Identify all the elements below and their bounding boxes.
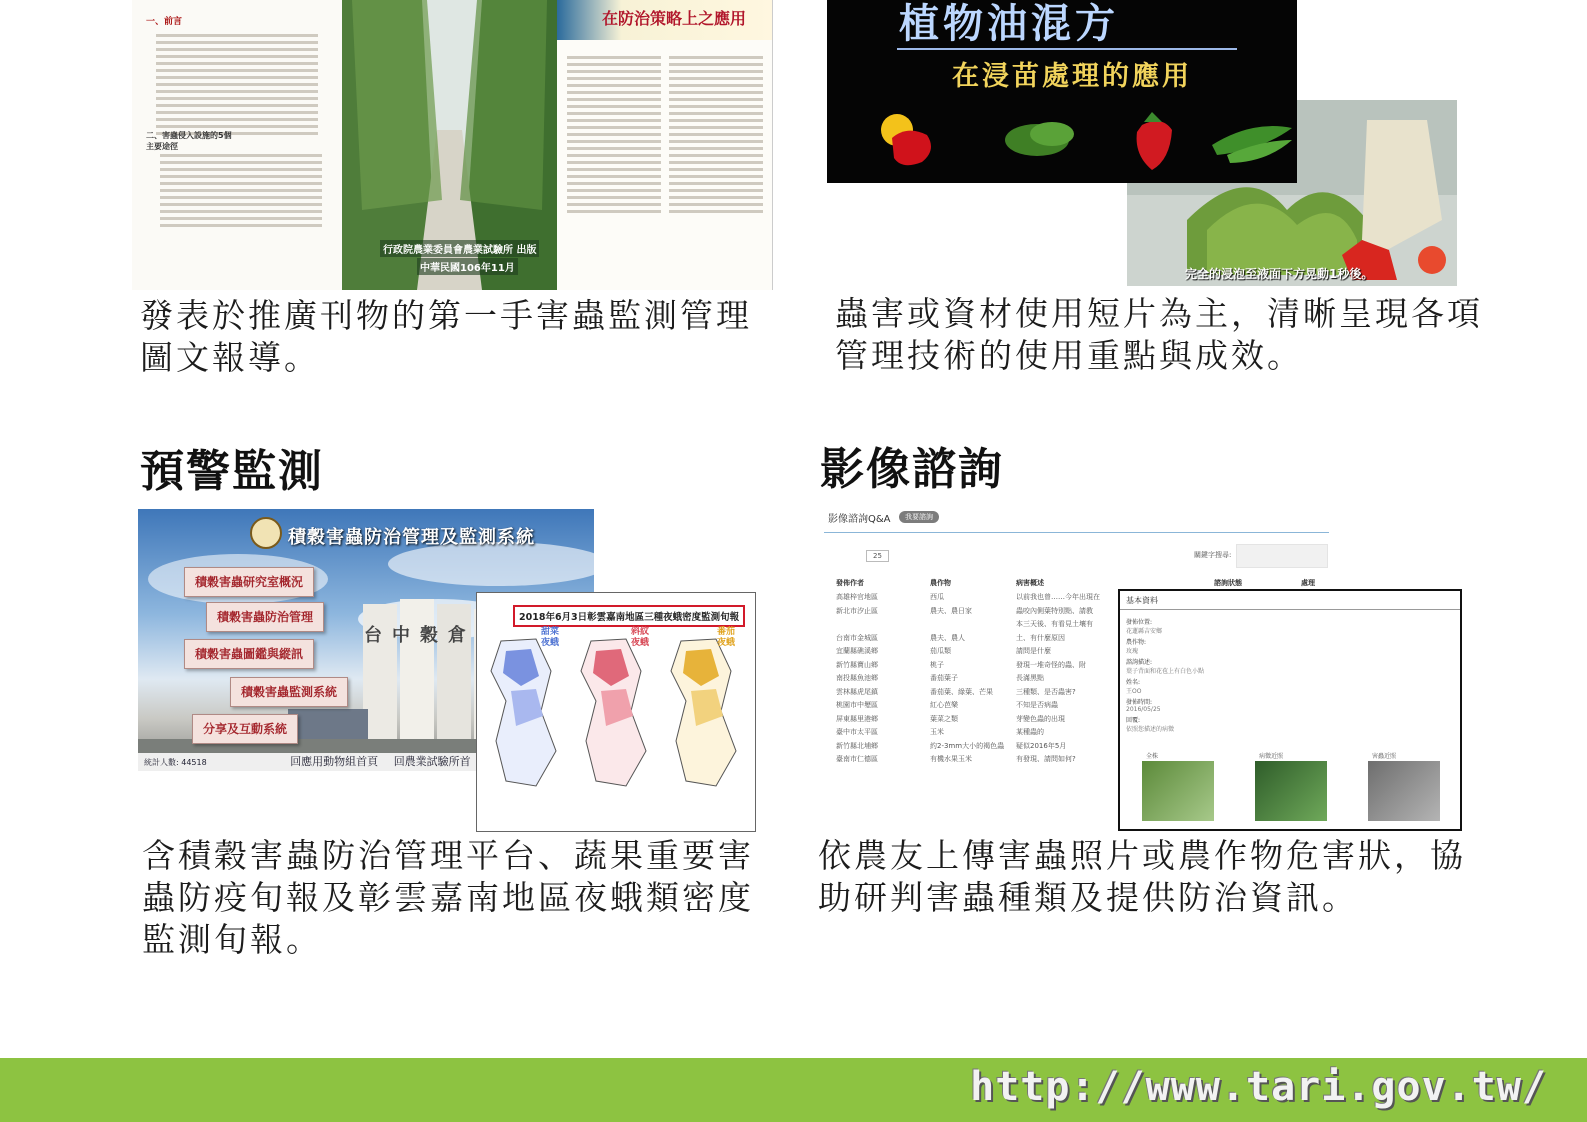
photo-credit-2: 中華民國106年11月	[417, 258, 518, 275]
qa-detail-popup[interactable]	[1118, 589, 1462, 831]
qa-cell-crop: 農夫、農日家	[930, 606, 972, 615]
qa-cell-summary: 本三天後、有看見土壤有	[1016, 620, 1093, 628]
qa-popup-field-label: 農作物:	[1126, 639, 1147, 646]
menu-lab-overview[interactable]: 積穀害蟲研究室概況	[184, 567, 314, 597]
qa-cell-summary: 有發現、請問如何?	[1016, 755, 1076, 763]
qa-cell-crop: 西瓜	[930, 593, 944, 601]
qa-cell-crop: 農夫、農人	[930, 633, 965, 642]
map-label-tomato: 番茄夜蛾	[717, 627, 736, 648]
qa-search-label: 關鍵字搜尋:	[1194, 551, 1232, 559]
qa-popup-title: 基本資料	[1126, 596, 1158, 605]
menu-sharing[interactable]: 分享及互動系統	[192, 714, 298, 744]
video-subtitle-caption: 完全的浸泡至液面下方晃動1秒後。	[1185, 267, 1374, 281]
qa-popup-field-value: 依照您描述的病徵	[1126, 726, 1175, 733]
video-subtitle: 在浸苗處理的應用	[952, 61, 1192, 92]
qa-popup-field-value: 葉子背面和花苞上有白色小點	[1126, 668, 1205, 675]
qa-photo-label-1: 全株	[1146, 753, 1159, 760]
qa-popup-fields	[1126, 615, 1451, 733]
magazine-text-page	[132, 0, 342, 290]
magazine-text-block-2	[146, 150, 336, 231]
qa-page-size[interactable]: 25	[866, 550, 889, 562]
map-label-cutworm: 斜紋夜蛾	[631, 627, 650, 648]
magazine-section-2: 二、害蟲侵入設施的5個主要途徑	[146, 131, 232, 151]
qa-search-input[interactable]	[1236, 544, 1328, 568]
qa-cell-summary: 不知是否病蟲	[1016, 701, 1058, 709]
qa-cell-author: 雲林縣虎尾鎮	[836, 687, 878, 696]
moth-density-report[interactable]	[476, 592, 756, 832]
link-animal-dept[interactable]: 回應用動物組首頁	[290, 755, 379, 768]
qa-ask-button[interactable]: 我要諮詢	[899, 511, 939, 523]
qa-cell-author: 臺中市太平區	[836, 728, 878, 736]
caption-monitor: 含積穀害蟲防治管理平台、蔬果重要害蟲防疫旬報及彰雲嘉南地區夜蛾類密度監測旬報。	[142, 836, 754, 959]
qa-cell-author: 台南市金城區	[836, 633, 878, 642]
qa-popup-field-label: 發佈時間:	[1126, 699, 1153, 706]
qa-cell-summary: 長滿黑點	[1016, 674, 1044, 682]
qa-col-author: 發佈作者	[836, 579, 864, 587]
footer-url[interactable]: http://www.tari.gov.tw/	[970, 1064, 1547, 1110]
qa-cell-summary: 疑似2016年5月	[1016, 741, 1067, 750]
qa-cell-summary: 請問是什麼	[1016, 647, 1051, 655]
video-title-card[interactable]	[827, 0, 1297, 183]
qa-cell-author: 新竹縣北埔鄉	[836, 741, 878, 750]
qa-divider	[824, 532, 1329, 533]
qa-cell-author: 高雄梓官地區	[836, 593, 878, 601]
qa-cell-author: 桃園市中壢區	[836, 701, 878, 709]
menu-monitoring-system[interactable]: 積穀害蟲監測系統	[230, 677, 348, 707]
qa-cell-summary: 芽變色蟲的出現	[1016, 714, 1065, 723]
qa-cell-crop: 葉菜之類	[930, 714, 958, 723]
link-tari-home[interactable]: 回農業試驗所首	[393, 755, 471, 768]
qa-cell-crop: 茄瓜類	[930, 647, 951, 655]
footer-bar	[0, 1058, 1587, 1122]
qa-cell-crop: 桃子	[930, 660, 944, 669]
photo-credit-1: 行政院農業委員會農業試驗所 出版	[380, 240, 539, 257]
qa-cell-author: 宜蘭縣礁溪鄉	[836, 647, 878, 655]
qa-cell-summary: 蟲咬內側葉特別點、請教	[1016, 606, 1093, 615]
qa-cell-author: 屏東縣里港鄉	[836, 714, 878, 723]
qa-photo-plant[interactable]	[1142, 761, 1214, 821]
qa-col-action: 處理	[1301, 579, 1315, 587]
qa-cell-author: 臺南市仁德區	[836, 755, 878, 763]
caption-qa: 依農友上傳害蟲照片或農作物危害狀，協助研判害蟲種類及提供防治資訊。	[818, 836, 1466, 917]
qa-popup-field-value: 玫瑰	[1126, 648, 1139, 655]
monitor-system-title: 積穀害蟲防治管理及監測系統	[288, 527, 535, 548]
caption-video: 蟲害或資材使用短片為主，清晰呈現各項管理技術的使用重點與成效。	[835, 294, 1483, 375]
qa-cell-crop: 番茄葉子	[930, 674, 958, 682]
qa-cell-summary: 三種類、是否蟲害?	[1016, 687, 1076, 696]
tari-logo-icon	[250, 517, 282, 549]
map-report-title: 2018年6月3日彰雲嘉南地區三種夜蛾密度監測旬報	[513, 605, 745, 627]
qa-cell-summary: 某種蟲的	[1016, 728, 1044, 736]
qa-popup-field-value: 王OO	[1126, 688, 1142, 695]
qa-cell-author: 新竹縣寶山鄉	[836, 660, 878, 669]
qa-cell-summary: 土、有什麼原因	[1016, 633, 1065, 642]
qa-photo-pest[interactable]	[1368, 761, 1440, 821]
density-maps	[481, 631, 751, 791]
qa-title: 影像諮詢Q&A	[828, 514, 891, 525]
qa-cell-summary: 以前我也曾……今年出現在	[1016, 593, 1100, 601]
qa-cell-author: 南投縣魚池鄉	[836, 674, 878, 682]
qa-photo-label-2: 病徵近照	[1259, 753, 1284, 760]
magazine-spread	[132, 0, 773, 290]
qa-popup-field-label: 發佈位置:	[1126, 619, 1153, 626]
qa-col-status: 諮詢狀態	[1214, 579, 1242, 587]
visitor-count: 統計人數: 44518	[144, 758, 207, 767]
qa-popup-field-label: 諮詢描述:	[1126, 659, 1153, 666]
qa-popup-field-value: 2016/05/25	[1126, 706, 1161, 713]
magazine-right-page	[557, 0, 772, 290]
qa-cell-crop: 紅心芭樂	[930, 701, 958, 709]
qa-cell-crop: 約2-3mm大小的褐色蟲	[930, 741, 1005, 750]
heading-monitor: 預警監測	[140, 446, 324, 497]
qa-popup-field-value: 花蓮縣吉安鄉	[1126, 628, 1163, 635]
qa-popup-field-label: 回覆:	[1126, 717, 1141, 724]
qa-cell-crop: 有機水果玉米	[930, 755, 972, 763]
qa-popup-field-label: 姓名:	[1126, 679, 1141, 686]
greenhouse-photo	[342, 0, 557, 290]
magazine-section-1: 一、前言	[146, 17, 183, 27]
qa-photo-label-3: 害蟲近照	[1372, 753, 1397, 760]
qa-cell-summary: 發現一堆奇怪的蟲、附	[1016, 660, 1086, 669]
magazine-col-left	[565, 52, 663, 217]
heading-qa: 影像諮詢	[820, 444, 1004, 495]
qa-col-crop: 農作物	[930, 579, 951, 587]
qa-photo-symptom[interactable]	[1255, 761, 1327, 821]
video-title: 植物油混方	[899, 0, 1119, 47]
qa-cell-crop: 番茄葉、綠葉、芒果	[930, 687, 993, 696]
magazine-heading: 在防治策略上之應用	[602, 9, 747, 28]
qa-popup-divider	[1120, 609, 1460, 610]
qa-cell-author: 新北市汐止區	[836, 606, 878, 615]
vegetables-icon	[852, 100, 1292, 180]
menu-pest-management[interactable]: 積穀害蟲防治管理	[206, 602, 324, 632]
map-label-beet: 甜菜夜蛾	[541, 627, 560, 648]
silo-text: 台中穀倉	[364, 625, 476, 646]
caption-magazine: 發表於推廣刊物的第一手害蟲監測管理圖文報導。	[140, 296, 752, 377]
qa-col-summary: 病害概述	[1016, 579, 1044, 587]
video-title-divider	[897, 48, 1237, 50]
menu-pest-atlas[interactable]: 積穀害蟲圖鑑與縱訊	[184, 639, 314, 669]
qa-cell-crop: 玉米	[930, 728, 944, 736]
magazine-col-right	[667, 52, 765, 217]
